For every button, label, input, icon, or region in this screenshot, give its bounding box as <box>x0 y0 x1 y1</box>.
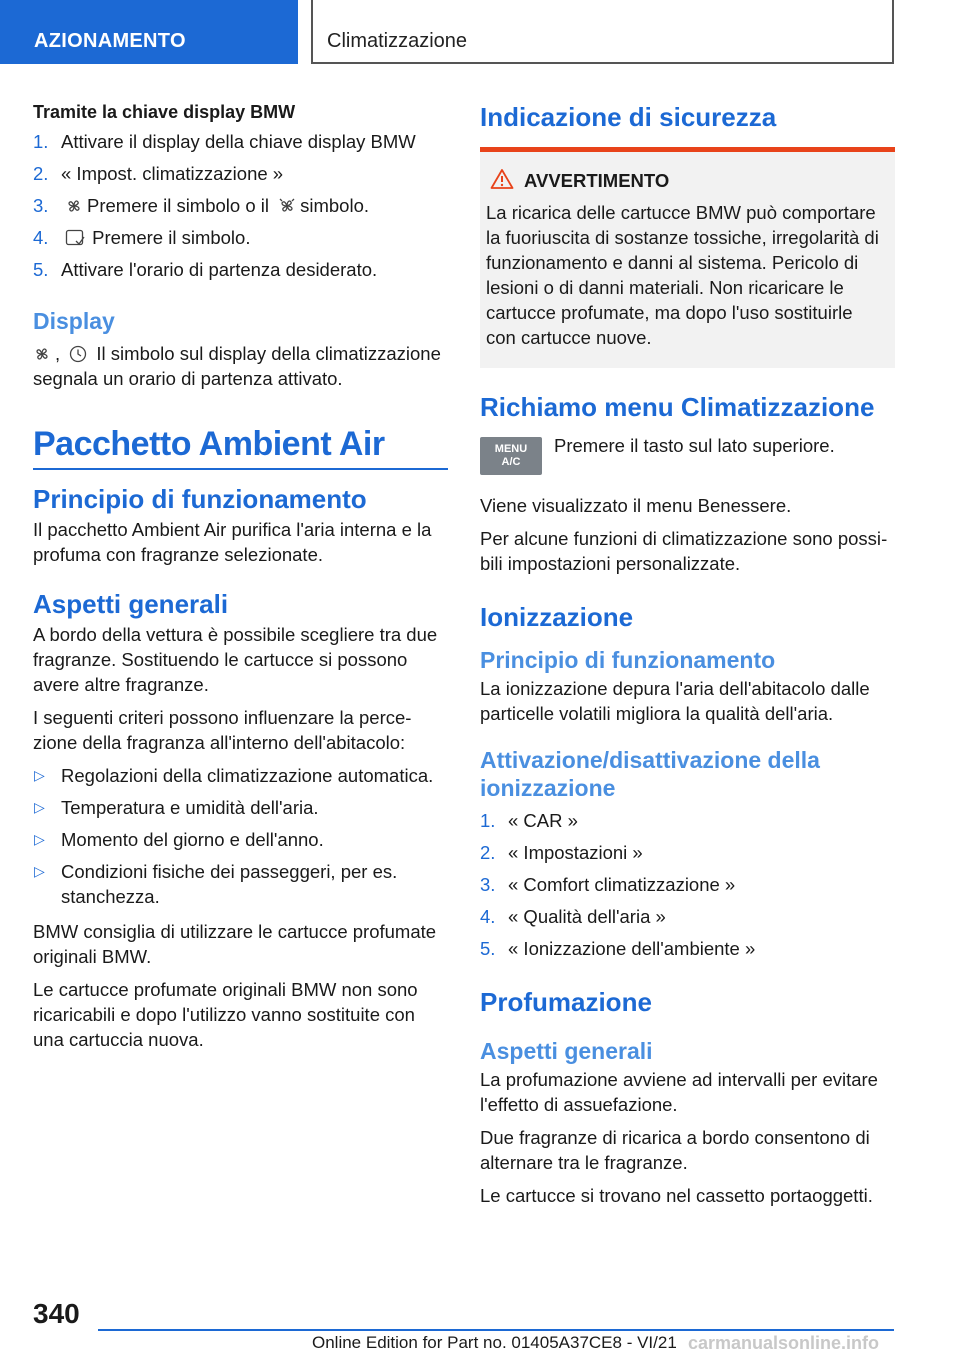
header-chapter-label: Climatizzazione <box>327 30 468 52</box>
key-display-label: Tramite la chiave display BMW <box>33 102 296 122</box>
ion-activation-heading: Attivazione/disattivazione della ionizzazione <box>480 747 820 801</box>
list-item: 4. « Qualità dell'aria » <box>480 906 666 927</box>
fan-icon <box>65 196 83 214</box>
watermark: carmanualsonline.info <box>688 1333 880 1353</box>
list-item: 5. Attivare l'orario di partenza desiderato. <box>33 259 378 280</box>
principle-text: Il pacchetto Ambient Air purifica l'aria interna e la profuma con fragranze selezionate. <box>33 519 432 565</box>
menu-ac-button-image: MENU A/C <box>480 437 542 475</box>
list-item: 3. « Comfort climatizzazione » <box>480 874 736 895</box>
menu-instruction <box>480 433 895 481</box>
general-text-3: BMW consiglia di utilizzare le cartucce profumate originali BMW. <box>33 921 437 967</box>
general-text-1: A bordo della vettura è possibile scegliere tra due fragranze. Sostituendo le cartucce si possono avere altre fragranze. <box>33 624 438 695</box>
list-item: 5. « Ionizzazione dell'ambiente » <box>480 938 756 959</box>
safety-heading: Indicazione di sicurezza <box>480 102 777 132</box>
page-number: 340 <box>33 1298 80 1329</box>
right-column <box>480 102 895 1216</box>
triangle-bullet-icon: ▷ <box>34 799 45 815</box>
display-heading: Display <box>33 308 115 334</box>
heading-rule <box>33 468 448 470</box>
header-section-tab <box>0 0 298 64</box>
key-steps-list <box>33 129 448 282</box>
list-item: 2. « Impostazioni » <box>480 842 643 863</box>
triangle-bullet-icon: ▷ <box>34 831 45 847</box>
edition-text: Online Edition for Part no. 01405A37CE8 - VI/21 <box>312 1333 677 1352</box>
menu-text-1: Viene visualizzato il menu Benessere. <box>480 495 792 516</box>
warning-text: La ricarica delle cartucce BMW può comportare la fuoriuscita di sostanze tossiche, irregolarità di funzionamento e danni al sistema. Pericolo di lesioni o di danni materiali. Non ricaricare le cartucce profumate, ma dopo l'uso sostituirle con cartucce nuove. <box>486 202 879 348</box>
perfume-text-2: Due fragranze di ricarica a bordo consentono di alternare tra le fragranze. <box>480 1127 870 1173</box>
ion-heading: Ionizzazione <box>480 602 634 632</box>
triangle-bullet-icon: ▷ <box>34 863 45 879</box>
list-item: ▷ Momento del giorno e dell'anno. <box>34 829 324 850</box>
fan-timer-icon <box>278 196 296 214</box>
ion-principle-heading: Principio di funzionamento <box>480 647 776 673</box>
general-text-2: I seguenti criteri possono influenzare la percezione della fragranza all'interno dell'abitacolo: <box>33 707 412 753</box>
list-item: ▷ Regolazioni della climatizzazione automatica. <box>34 765 434 786</box>
display-text: , Il simbolo sul display della climatizzazione segnala un orario di partenza attivato. <box>33 343 441 389</box>
list-item: 1. « CAR » <box>480 810 578 831</box>
list-item: ▷ Condizioni fisiche dei passeggeri, per es. stanchezza. <box>34 861 398 907</box>
menu-text-2: Per alcune funzioni di climatizzazione sono possibili impostazioni personalizzate. <box>480 528 888 574</box>
principle-heading: Principio di funzionamento <box>33 484 367 514</box>
menu-heading: Richiamo menu Climatizzazione <box>480 392 875 422</box>
criteria-list <box>33 763 448 909</box>
general-heading: Aspetti generali <box>33 589 229 619</box>
warning-box <box>480 147 895 368</box>
list-item: 4. Premere il simbolo. <box>33 227 251 248</box>
clock-icon <box>69 344 87 362</box>
triangle-bullet-icon: ▷ <box>34 767 45 783</box>
menu-instruction-text: Premere il tasto sul lato superiore. <box>554 435 835 456</box>
left-column <box>33 102 448 1060</box>
list-item: 3. Premere il simbolo o il simbolo. <box>33 195 370 216</box>
perfume-general-heading: Aspetti generali <box>480 1038 653 1064</box>
confirm-icon <box>65 228 83 246</box>
perfume-heading: Profumazione <box>480 987 652 1017</box>
header-section-label: AZIONAMENTO <box>34 30 186 52</box>
ion-steps-list <box>480 808 895 961</box>
ambient-air-heading: Pacchetto Ambient Air <box>33 425 385 463</box>
warning-triangle-icon <box>490 168 514 190</box>
list-item: ▷ Temperatura e umidità dell'aria. <box>34 797 319 818</box>
ion-principle-text: La ionizzazione depura l'aria dell'abitacolo dalle particelle volatili migliora la qualità dell'aria. <box>480 678 870 724</box>
general-text-4: Le cartucce profumate originali BMW non sono ricaricabili e dopo l'utilizzo vanno sostituite con una cartuccia nuova. <box>33 979 418 1050</box>
fan-icon <box>33 344 51 362</box>
perfume-text-3: Le cartucce si trovano nel cassetto portaoggetti. <box>480 1185 873 1206</box>
list-item: 1. Attivare il display della chiave display BMW <box>33 131 416 152</box>
warning-title: AVVERTIMENTO <box>486 170 881 192</box>
list-item: 2. « Impost. climatizzazione » <box>33 163 284 184</box>
footer-rule <box>98 1329 894 1331</box>
perfume-text-1: La profumazione avviene ad intervalli per evitare l'effetto di assuefazione. <box>480 1069 878 1115</box>
header-chapter-tab <box>311 0 894 64</box>
